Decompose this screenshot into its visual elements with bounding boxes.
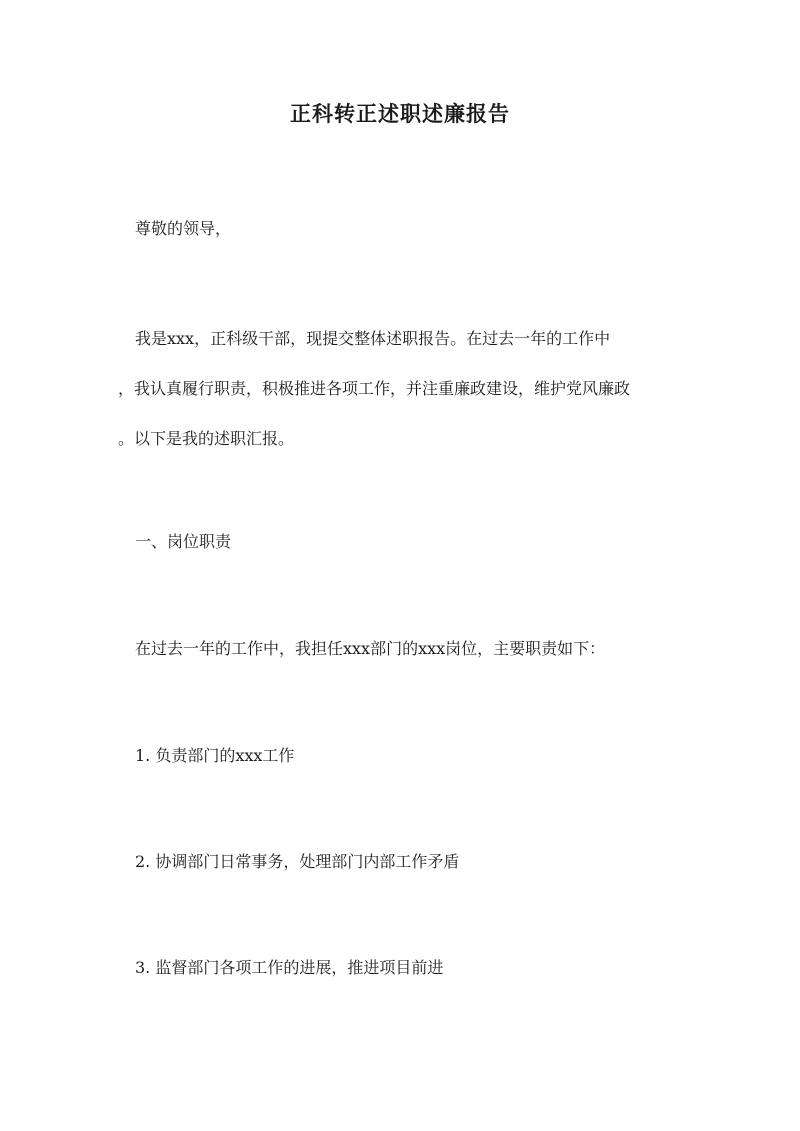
list-item: 2. 协调部门日常事务，处理部门内部工作矛盾 xyxy=(135,852,460,871)
document-title: 正科转正述职述廉报告 xyxy=(290,101,510,126)
section-lead: 在过去一年的工作中，我担任xxx部门的xxx岗位，主要职责如下： xyxy=(135,639,606,658)
section-heading: 一、岗位职责 xyxy=(135,532,232,551)
intro-line-3: 。以下是我的述职汇报。 xyxy=(118,429,295,448)
salutation: 尊敬的领导， xyxy=(135,219,232,238)
list-item: 3. 监督部门各项工作的进展，推进项目前进 xyxy=(135,958,444,977)
intro-line-2: ，我认真履行职责，积极推进各项工作，并注重廉政建设，维护党风廉政 xyxy=(118,379,631,398)
intro-line-1: 我是xxx，正科级干部，现提交整体述职报告。在过去一年的工作中 xyxy=(135,329,611,348)
list-item: 1. 负责部门的xxx工作 xyxy=(135,746,295,765)
